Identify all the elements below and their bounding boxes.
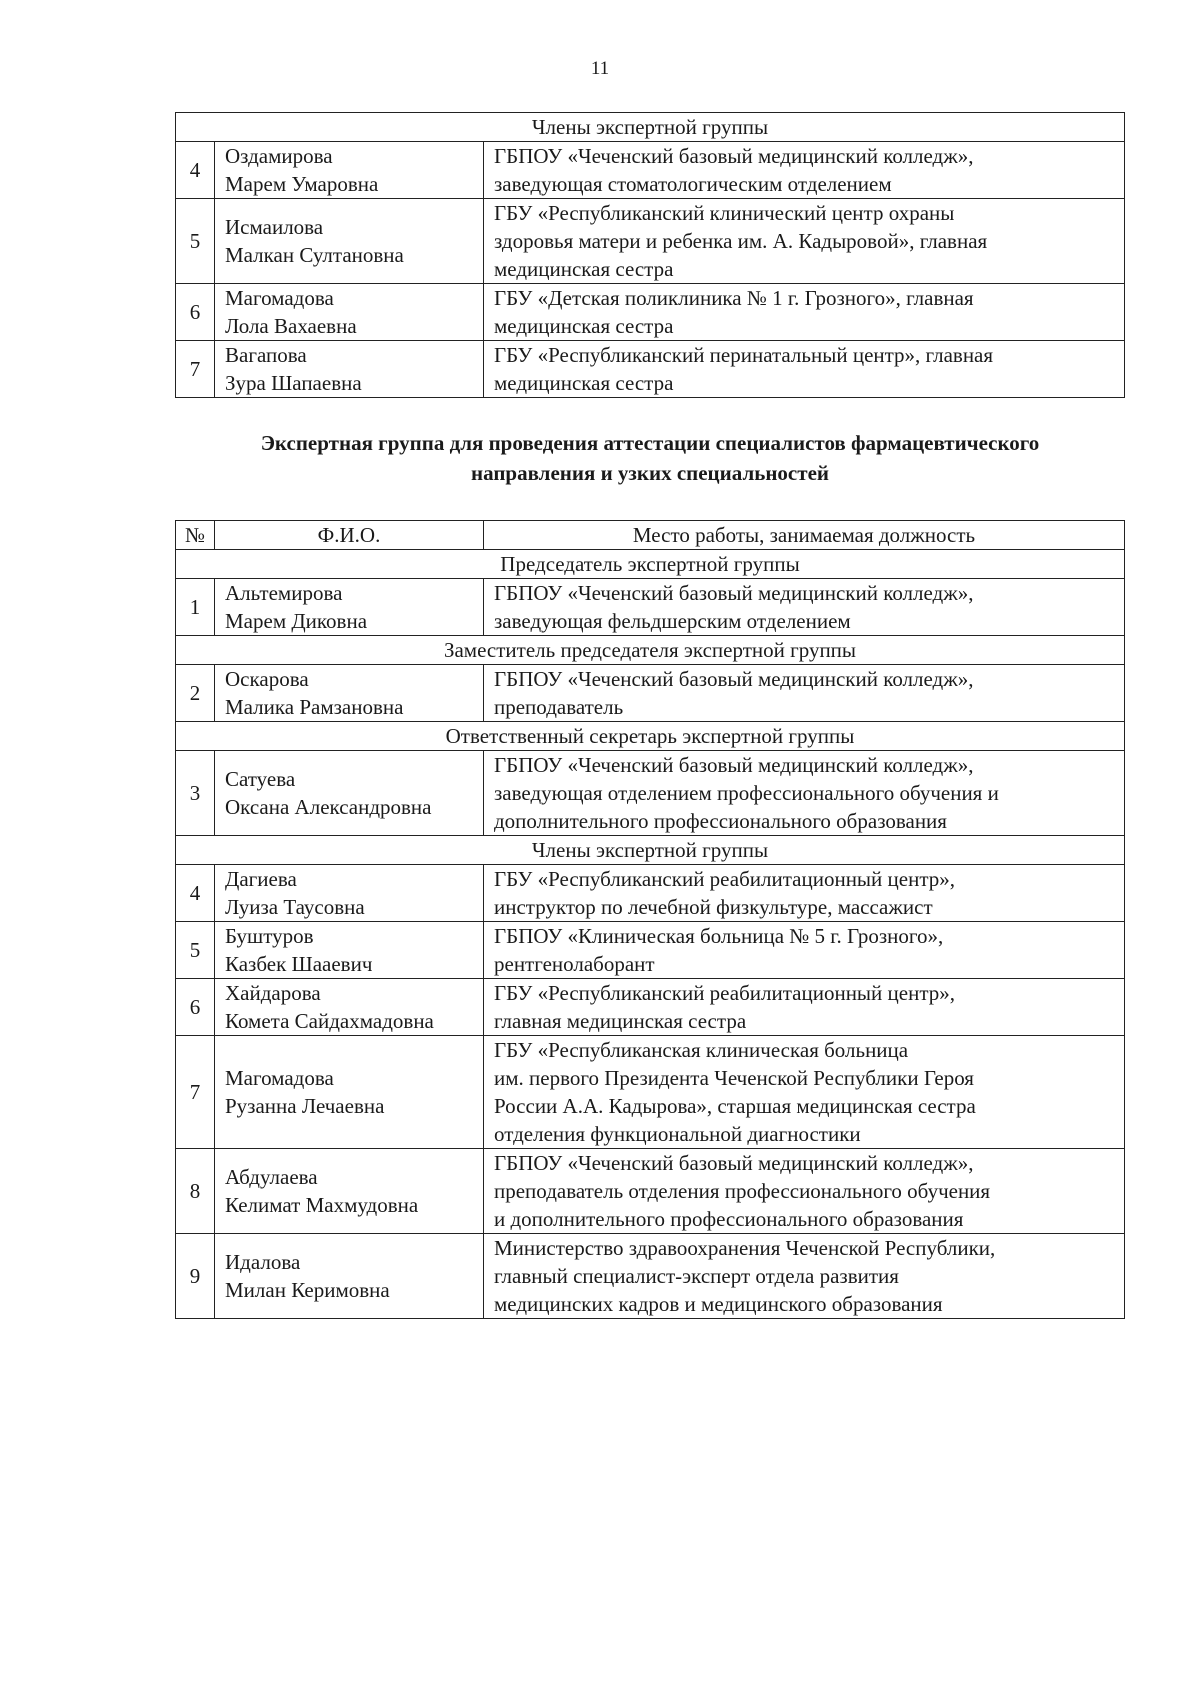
workplace-position — [484, 1149, 1125, 1234]
person-name — [215, 579, 484, 636]
row-number: 3 — [176, 751, 215, 836]
person-name — [215, 1149, 484, 1234]
person-name — [215, 142, 484, 199]
row-number: 2 — [176, 665, 215, 722]
workplace-position — [484, 199, 1125, 284]
person-name-line: Луиза Таусовна — [225, 895, 365, 919]
section-title-line: направления и узких специальностей — [471, 461, 829, 485]
expert-group-table-continued — [175, 112, 1125, 398]
row-number: 6 — [176, 979, 215, 1036]
person-name — [215, 199, 484, 284]
person-name-line: Комета Сайдахмадовна — [225, 1009, 434, 1033]
person-name-line: Оздамирова — [225, 144, 333, 168]
person-name — [215, 922, 484, 979]
person-name — [215, 979, 484, 1036]
table-row — [176, 1149, 1125, 1234]
workplace-line: дополнительного профессионального образования — [494, 809, 947, 833]
row-number: 5 — [176, 199, 215, 284]
workplace-line: главная медицинская сестра — [494, 1009, 747, 1033]
table-row — [176, 751, 1125, 836]
workplace-line: здоровья матери и ребенка им. А. Кадыровой», главная — [494, 229, 988, 253]
table-row — [176, 1234, 1125, 1319]
person-name-line: Альтемирова — [225, 581, 343, 605]
workplace-line: и дополнительного профессионального образования — [494, 1207, 964, 1231]
workplace-line: им. первого Президента Чеченской Республики Героя — [494, 1066, 974, 1090]
group-header-row — [176, 836, 1125, 865]
person-name-line: Милан Керимовна — [225, 1278, 390, 1302]
workplace-position — [484, 979, 1125, 1036]
header-workplace: Место работы, занимаемая должность — [484, 521, 1125, 550]
workplace-line: медицинских кадров и медицинского образования — [494, 1292, 943, 1316]
workplace-line: ГБУ «Детская поликлиника № 1 г. Грозного», главная — [494, 286, 974, 310]
row-number: 8 — [176, 1149, 215, 1234]
workplace-line: ГБПОУ «Чеченский базовый медицинский колледж», — [494, 753, 974, 777]
workplace-line: рентгенолаборант — [494, 952, 655, 976]
workplace-line: медицинская сестра — [494, 314, 674, 338]
person-name — [215, 865, 484, 922]
row-number: 9 — [176, 1234, 215, 1319]
workplace-line: преподаватель отделения профессионального обучения — [494, 1179, 991, 1203]
workplace-line: ГБУ «Республиканский клинический центр охраны — [494, 201, 955, 225]
row-number: 7 — [176, 1036, 215, 1149]
person-name-line: Лола Вахаевна — [225, 314, 357, 338]
section-title — [175, 428, 1125, 488]
row-number: 1 — [176, 579, 215, 636]
row-number: 5 — [176, 922, 215, 979]
workplace-line: медицинская сестра — [494, 257, 674, 281]
workplace-line: ГБУ «Республиканская клиническая больница — [494, 1038, 909, 1062]
workplace-line: ГБПОУ «Чеченский базовый медицинский колледж», — [494, 667, 974, 691]
person-name-line: Марем Диковна — [225, 609, 368, 633]
workplace-position — [484, 284, 1125, 341]
workplace-line: ГБПОУ «Чеченский базовый медицинский колледж», — [494, 1151, 974, 1175]
person-name-line: Оскарова — [225, 667, 309, 691]
table-row — [176, 341, 1125, 398]
person-name-line: Казбек Шааевич — [225, 952, 373, 976]
workplace-line: России А.А. Кадырова», старшая медицинская сестра — [494, 1094, 976, 1118]
table-row — [176, 865, 1125, 922]
workplace-line: заведующая фельдшерским отделением — [494, 609, 851, 633]
workplace-position — [484, 1234, 1125, 1319]
person-name-line: Магомадова — [225, 1066, 334, 1090]
person-name-line: Дагиева — [225, 867, 297, 891]
group-header-row — [176, 636, 1125, 665]
table-row — [176, 922, 1125, 979]
header-number: № — [176, 521, 215, 550]
row-number: 7 — [176, 341, 215, 398]
group-label: Члены экспертной группы — [176, 113, 1125, 142]
workplace-position — [484, 865, 1125, 922]
workplace-line: Министерство здравоохранения Чеченской Республики, — [494, 1236, 996, 1260]
table-row — [176, 1036, 1125, 1149]
workplace-position — [484, 1036, 1125, 1149]
person-name-line: Сатуева — [225, 767, 296, 791]
person-name-line: Магомадова — [225, 286, 334, 310]
person-name — [215, 665, 484, 722]
page-number: 11 — [590, 58, 610, 79]
person-name-line: Рузанна Лечаевна — [225, 1094, 385, 1118]
group-header-row — [176, 113, 1125, 142]
row-number: 4 — [176, 142, 215, 199]
table-row — [176, 979, 1125, 1036]
pharmaceutical-expert-group-table — [175, 520, 1125, 1319]
workplace-line: ГБУ «Республиканский реабилитационный центр», — [494, 867, 956, 891]
person-name-line: Келимат Махмудовна — [225, 1193, 419, 1217]
row-number: 6 — [176, 284, 215, 341]
group-label: Ответственный секретарь экспертной группы — [176, 722, 1125, 751]
group-label: Заместитель председателя экспертной группы — [176, 636, 1125, 665]
workplace-line: медицинская сестра — [494, 371, 674, 395]
workplace-line: заведующая стоматологическим отделением — [494, 172, 892, 196]
header-name: Ф.И.О. — [215, 521, 484, 550]
workplace-line: ГБПОУ «Чеченский базовый медицинский колледж», — [494, 144, 974, 168]
workplace-position — [484, 579, 1125, 636]
workplace-line: преподаватель — [494, 695, 624, 719]
person-name-line: Малкан Султановна — [225, 243, 404, 267]
workplace-line: ГБПОУ «Клиническая больница № 5 г. Грозного», — [494, 924, 944, 948]
person-name-line: Зура Шапаевна — [225, 371, 362, 395]
person-name — [215, 341, 484, 398]
person-name-line: Марем Умаровна — [225, 172, 379, 196]
workplace-line: ГБПОУ «Чеченский базовый медицинский колледж», — [494, 581, 974, 605]
group-label: Председатель экспертной группы — [176, 550, 1125, 579]
workplace-position — [484, 922, 1125, 979]
table-header-row — [176, 521, 1125, 550]
workplace-line: ГБУ «Республиканский перинатальный центр», главная — [494, 343, 994, 367]
person-name — [215, 1036, 484, 1149]
table-row — [176, 579, 1125, 636]
workplace-position — [484, 341, 1125, 398]
person-name-line: Вагапова — [225, 343, 307, 367]
table-row — [176, 284, 1125, 341]
section-title-line: Экспертная группа для проведения аттестации специалистов фармацевтического — [260, 431, 1040, 455]
person-name-line: Хайдарова — [225, 981, 321, 1005]
workplace-line: отделения функциональной диагностики — [494, 1122, 861, 1146]
group-header-row — [176, 550, 1125, 579]
workplace-position — [484, 751, 1125, 836]
row-number: 4 — [176, 865, 215, 922]
person-name — [215, 1234, 484, 1319]
group-label: Члены экспертной группы — [176, 836, 1125, 865]
person-name-line: Буштуров — [225, 924, 314, 948]
workplace-line: ГБУ «Республиканский реабилитационный центр», — [494, 981, 956, 1005]
workplace-line: заведующая отделением профессионального обучения и — [494, 781, 999, 805]
table-row — [176, 142, 1125, 199]
workplace-line: главный специалист-эксперт отдела развития — [494, 1264, 899, 1288]
person-name-line: Оксана Александровна — [225, 795, 432, 819]
table-row — [176, 665, 1125, 722]
group-header-row — [176, 722, 1125, 751]
person-name-line: Исмаилова — [225, 215, 324, 239]
workplace-line: инструктор по лечебной физкультуре, массажист — [494, 895, 933, 919]
workplace-position — [484, 665, 1125, 722]
person-name-line: Идалова — [225, 1250, 301, 1274]
person-name — [215, 284, 484, 341]
person-name — [215, 751, 484, 836]
person-name-line: Абдулаева — [225, 1165, 318, 1189]
person-name-line: Малика Рамзановна — [225, 695, 404, 719]
table-row — [176, 199, 1125, 284]
workplace-position — [484, 142, 1125, 199]
